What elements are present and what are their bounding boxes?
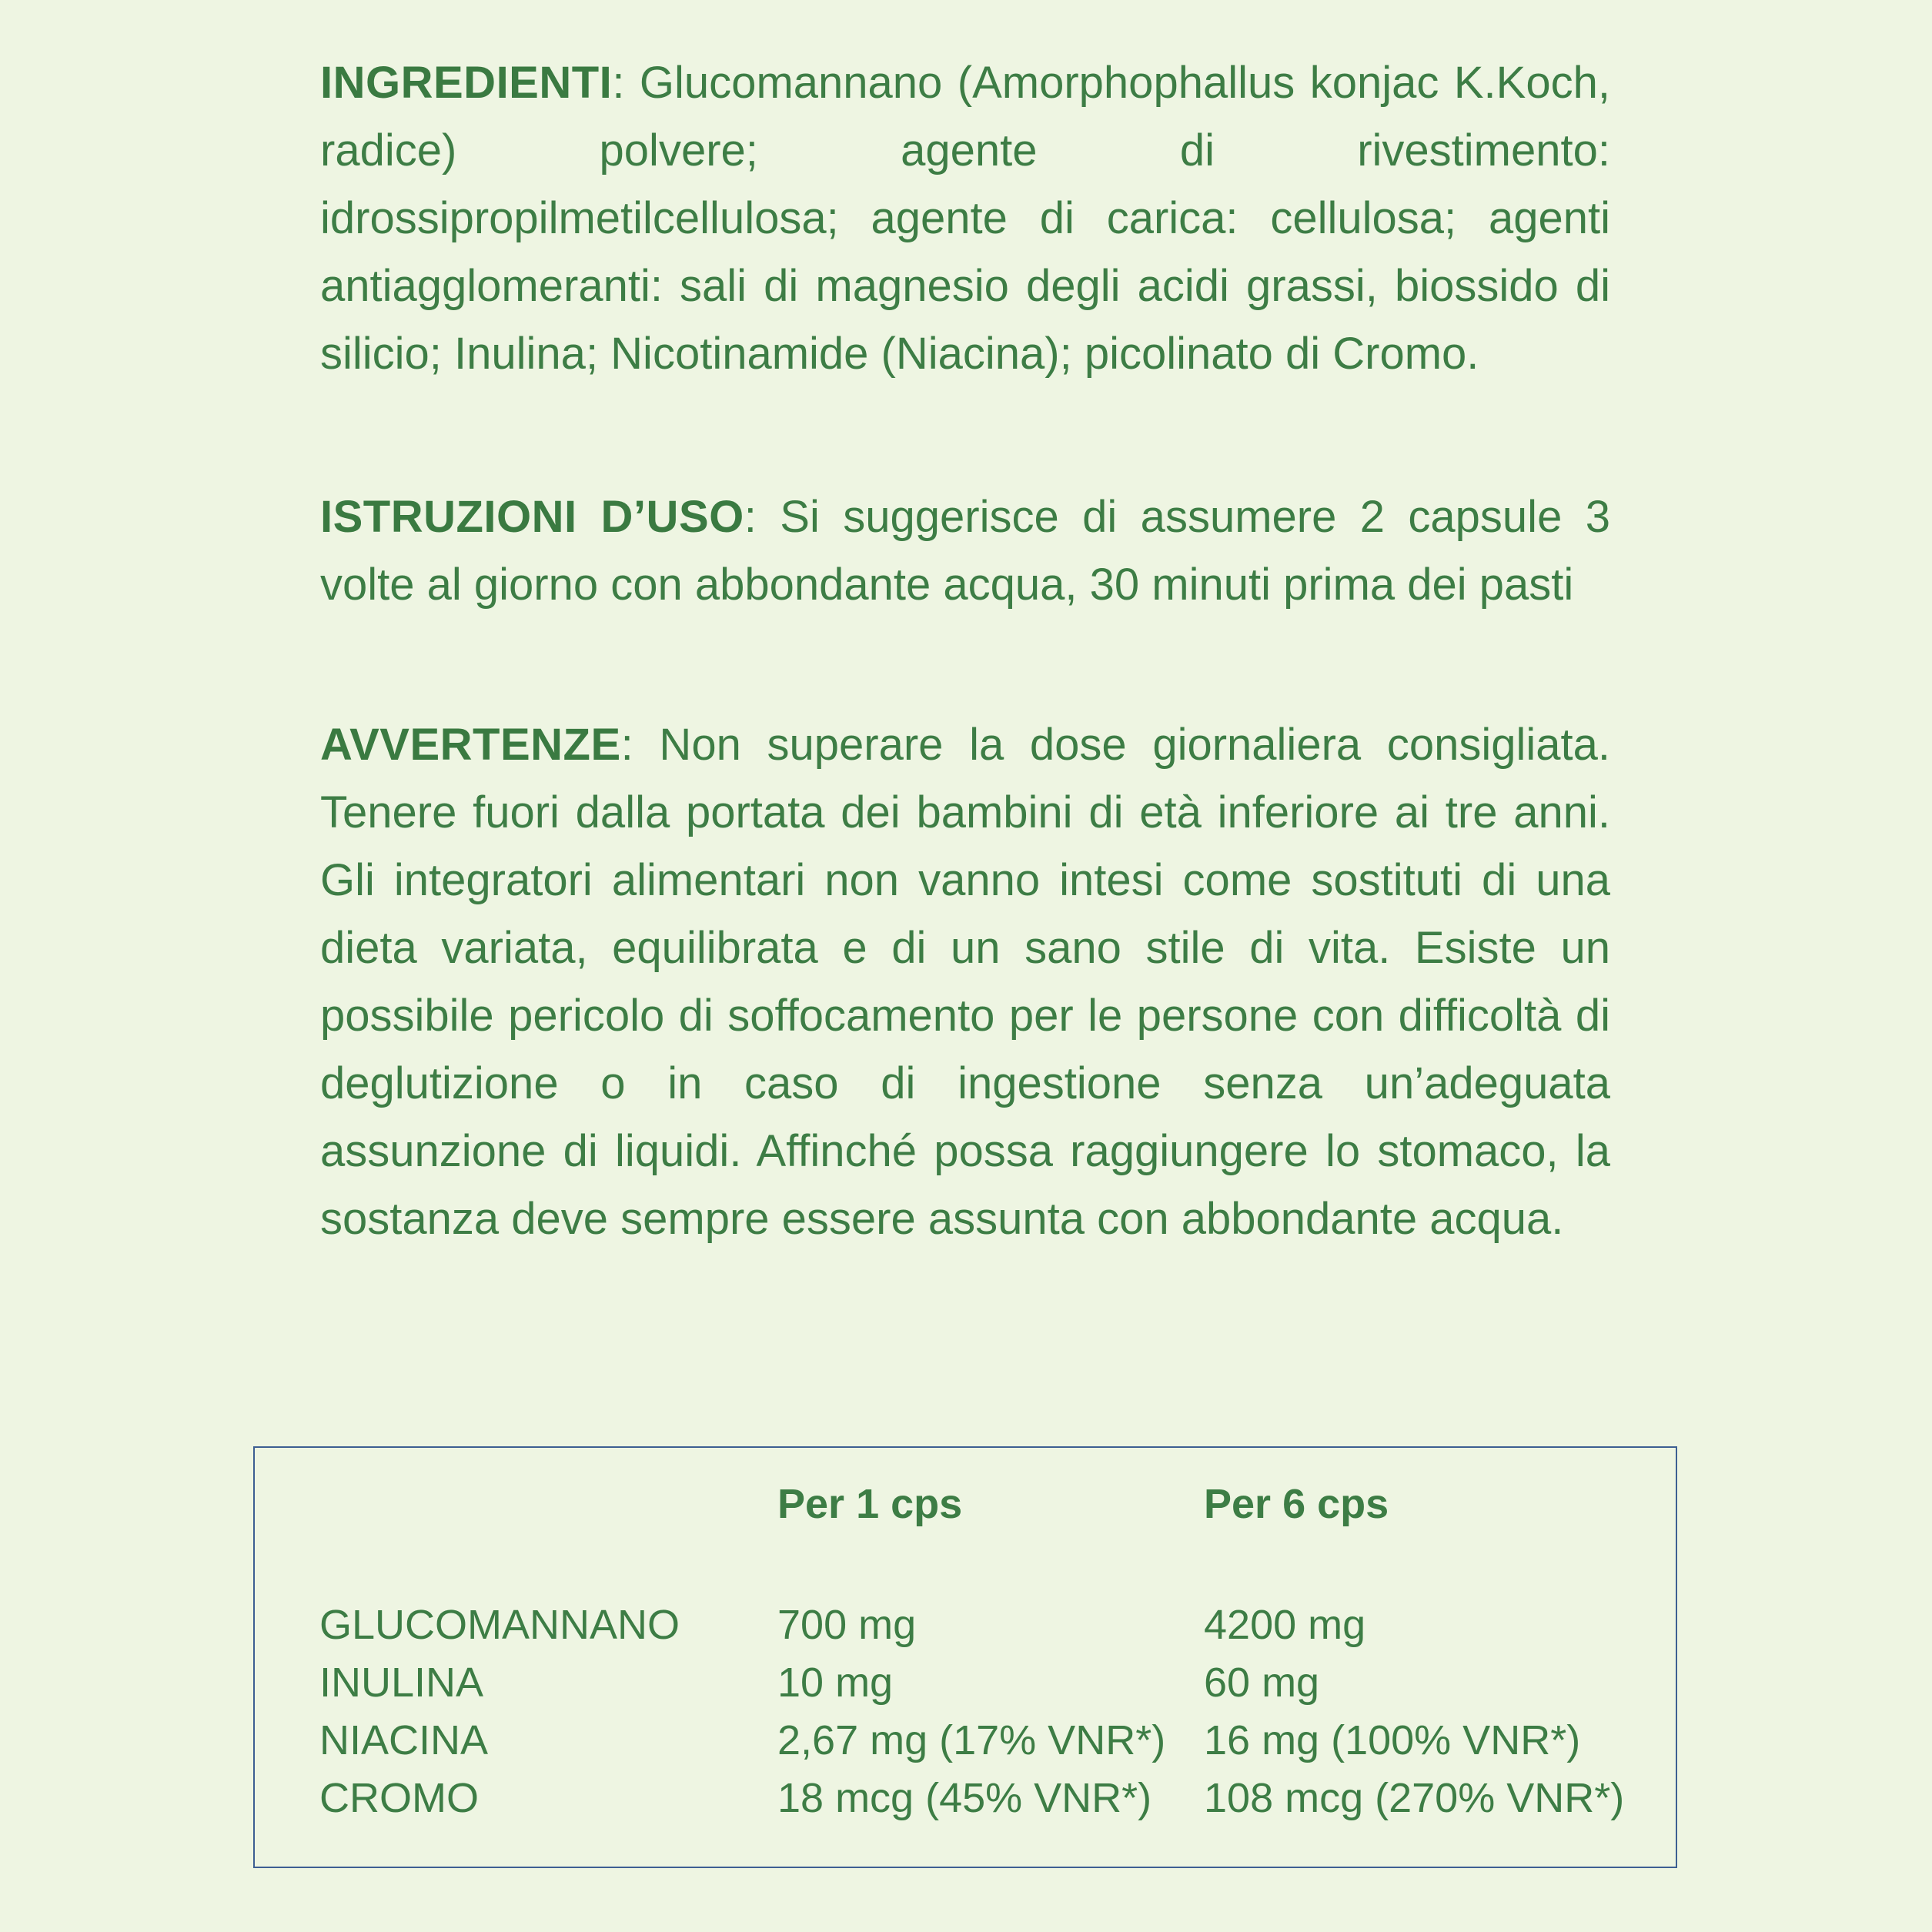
nutrient-per-1: 10 mg xyxy=(777,1660,894,1706)
instructions-heading: ISTRUZIONI D’USO xyxy=(320,492,744,542)
ingredients-separator: : xyxy=(612,58,625,108)
column-header-per-6-cps: Per 6 cps xyxy=(1204,1481,1389,1527)
table-row xyxy=(255,1596,1676,1654)
nutrient-per-6: 4200 mg xyxy=(1204,1602,1366,1648)
warnings-heading: AVVERTENZE xyxy=(320,720,621,770)
nutrient-name: GLUCOMANNANO xyxy=(319,1602,680,1648)
instructions-separator: : xyxy=(744,492,757,542)
nutrition-table-header xyxy=(255,1475,1676,1533)
column-header-per-1-cps: Per 1 cps xyxy=(777,1481,963,1527)
nutrient-name: INULINA xyxy=(319,1660,484,1706)
warnings-paragraph xyxy=(320,711,1610,1253)
ingredients-heading: INGREDIENTI xyxy=(320,58,613,108)
nutrient-name: NIACINA xyxy=(319,1717,489,1763)
warnings-text: Non superare la dose giornaliera consigliata. Tenere fuori dalla portata dei bambini di età inferiore ai tre anni. Gli integratori alimentari non vanno intesi come sostituti di una dieta variata, equilibrata e di un sano stile di vita. Esiste un possibile pericolo di soffocamento per le persone con difficoltà di deglutizione o in caso di ingestione senza un’adeguata assunzione di liquidi. Affinché possa raggiungere lo stomaco, la sostanza deve sempre essere assunta con abbondante acqua. xyxy=(320,720,1610,1244)
nutrient-per-1: 2,67 mg (17% VNR*) xyxy=(777,1717,1166,1763)
warnings-separator: : xyxy=(620,720,633,770)
table-row xyxy=(255,1769,1676,1827)
ingredients-paragraph xyxy=(320,49,1610,388)
instructions-paragraph xyxy=(320,483,1610,619)
nutrient-name: CROMO xyxy=(319,1775,479,1821)
nutrient-per-6: 16 mg (100% VNR*) xyxy=(1204,1717,1581,1763)
nutrition-table xyxy=(253,1446,1677,1868)
table-row xyxy=(255,1711,1676,1770)
ingredients-text: Glucomannano (Amorphophallus konjac K.Koch, radice) polvere; agente di rivestimento: idrossipropilmetilcellulosa; agente di carica: cellulosa; agenti antiagglomeranti: sali di magnesio degli acidi grassi, biossido di silicio; Inulina; Nicotinamide (Niacina); picolinato di Cromo. xyxy=(320,58,1610,379)
instructions-text: Si suggerisce di assumere 2 capsule 3 volte al giorno con abbondante acqua, 30 minuti prima dei pasti xyxy=(320,492,1610,610)
nutrient-per-1: 700 mg xyxy=(777,1602,917,1648)
table-row xyxy=(255,1653,1676,1712)
nutrient-per-6: 60 mg xyxy=(1204,1660,1320,1706)
nutrient-per-1: 18 mcg (45% VNR*) xyxy=(777,1775,1152,1821)
nutrient-per-6: 108 mcg (270% VNR*) xyxy=(1204,1775,1625,1821)
